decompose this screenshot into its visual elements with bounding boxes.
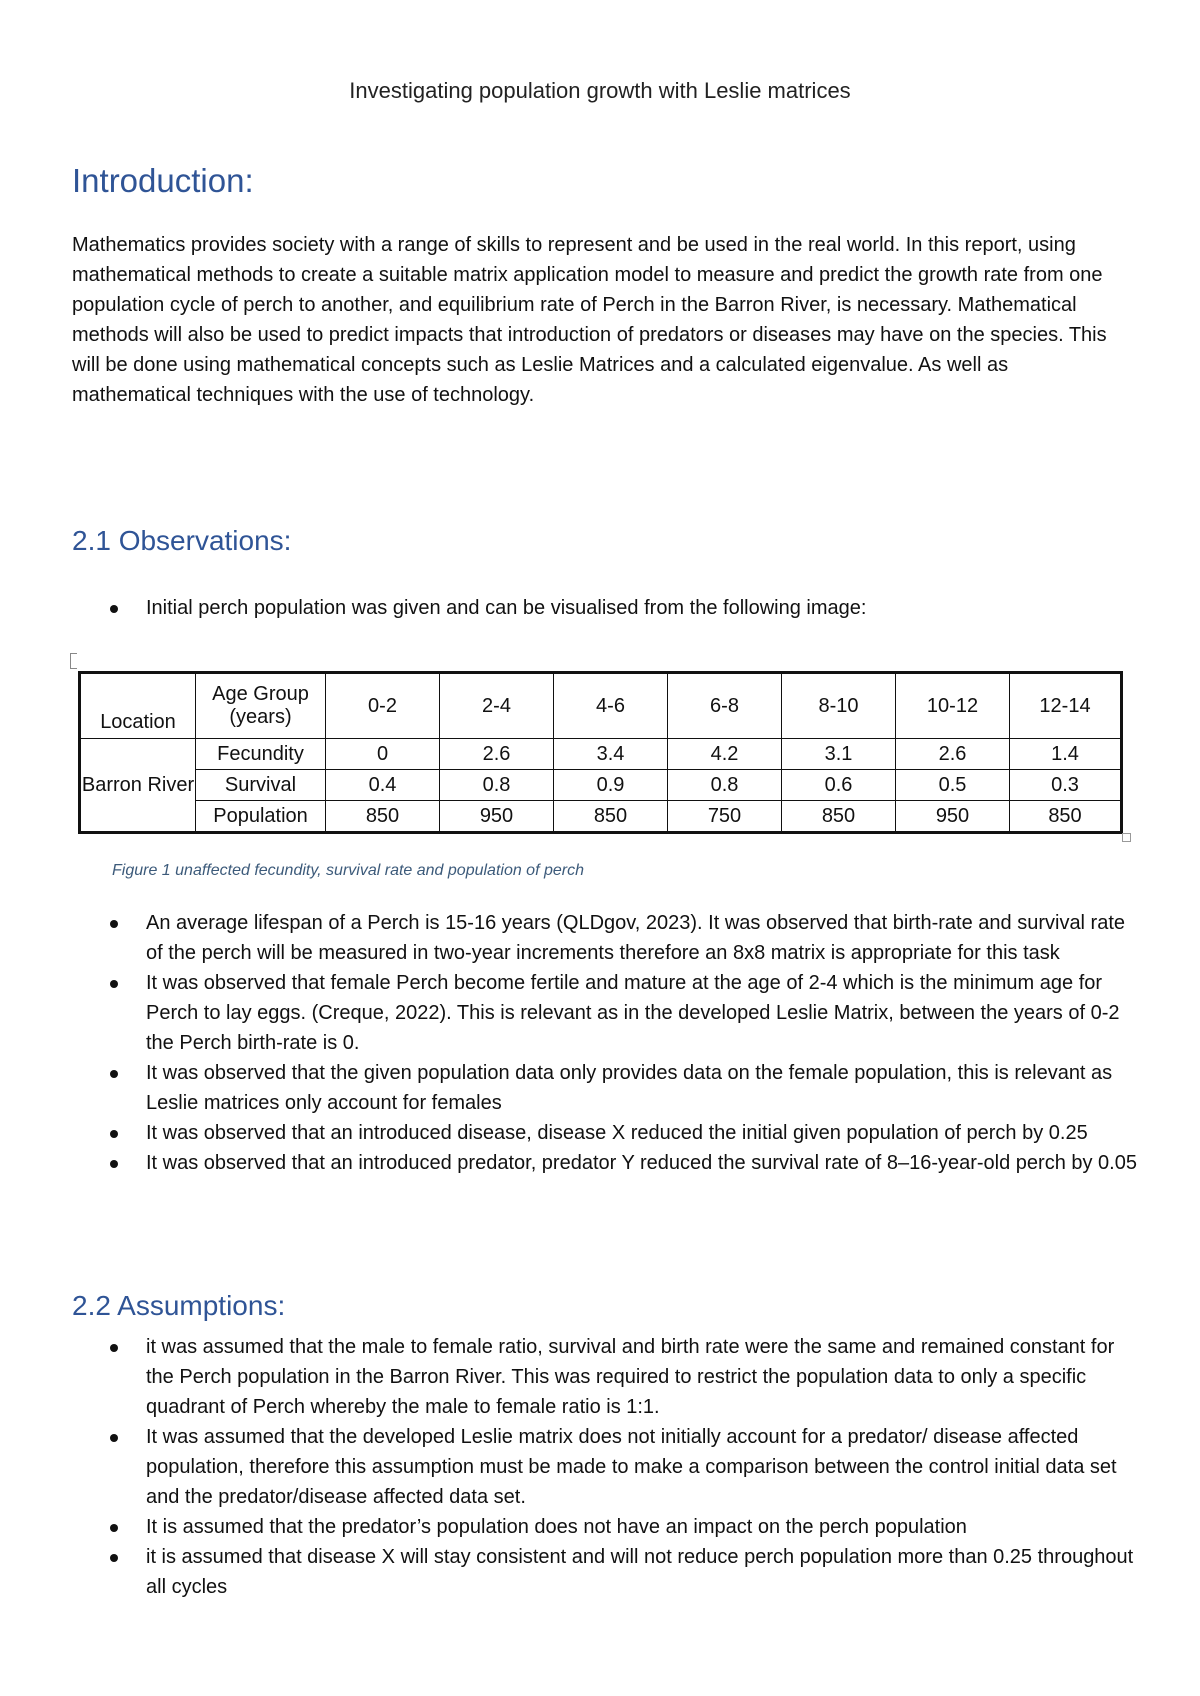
list-item: It is assumed that the predator’s population does not have an impact on the perch population [72,1512,1142,1542]
table-cell: 2.6 [896,739,1010,770]
list-item: It was observed that the given population data only provides data on the female population, this is relevant as Leslie matrices only account for females [72,1058,1142,1118]
observations-list [72,908,1142,1178]
table-cell: 3.1 [782,739,896,770]
list-item: It was assumed that the developed Leslie matrix does not initially account for a predator/ disease affected population, therefore this assumption must be made to make a comparison between the control initial data set and the predator/disease affected data set. [72,1422,1142,1512]
row-label-cell: Fecundity [196,739,326,770]
table-cell: 0 [326,739,440,770]
table-cell: 1.4 [1010,739,1122,770]
table-cell: 0.6 [782,770,896,801]
list-item: It was observed that an introduced predator, predator Y reduced the survival rate of 8–16-year-old perch by 0.05 [72,1148,1142,1178]
observations-intro-list [72,593,1142,623]
age-group-cell: 10-12 [896,673,1010,739]
list-item: Initial perch population was given and can be visualised from the following image: [72,593,1142,623]
list-item: An average lifespan of a Perch is 15-16 years (QLDgov, 2023). It was observed that birth-rate and survival rate of the perch will be measured in two-year increments therefore an 8x8 matrix is appropriate for this task [72,908,1142,968]
row-label-cell: Population [196,801,326,833]
table-row [80,739,1122,770]
table-cell: 850 [782,801,896,833]
age-group-header: Age Group (years) [196,673,326,739]
table-cell: 0.5 [896,770,1010,801]
table-cell: 850 [1010,801,1122,833]
age-group-cell: 12-14 [1010,673,1122,739]
table-row [80,770,1122,801]
age-group-cell: 2-4 [440,673,554,739]
observations-heading: 2.1 Observations: [72,525,292,556]
table-cell: 850 [554,801,668,833]
location-cell: Barron River [80,739,196,833]
table-row [80,801,1122,833]
table-cell: 0.8 [668,770,782,801]
table-cell: 750 [668,801,782,833]
age-group-cell: 0-2 [326,673,440,739]
age-group-cell: 4-6 [554,673,668,739]
assumptions-heading: 2.2 Assumptions: [72,1290,286,1321]
introduction-heading: Introduction: [72,162,254,199]
list-item: it is assumed that disease X will stay consistent and will not reduce perch population more than 0.25 throughout all cycles [72,1542,1142,1602]
age-group-cell: 6-8 [668,673,782,739]
table-cell: 3.4 [554,739,668,770]
table-resize-handle[interactable] [1122,833,1131,842]
table-cell: 950 [440,801,554,833]
location-header: Location [80,673,196,739]
table-header-row [80,673,1122,739]
list-item: it was assumed that the male to female ratio, survival and birth rate were the same and remained constant for the Perch population in the Barron River. This was required to restrict the population data to only a specific quadrant of Perch whereby the male to female ratio is 1:1. [72,1332,1142,1422]
list-item: It was observed that female Perch become fertile and mature at the age of 2-4 which is the minimum age for Perch to lay eggs. (Creque, 2022). This is relevant as in the developed Leslie Matrix, between the years of 0-2 the Perch birth-rate is 0. [72,968,1142,1058]
document-title: Investigating population growth with Leslie matrices [349,78,851,103]
figure-caption: Figure 1 unaffected fecundity, survival rate and population of perch [112,862,584,879]
table-cell: 0.3 [1010,770,1122,801]
table-cell: 4.2 [668,739,782,770]
table-cell: 950 [896,801,1010,833]
table-cell: 0.8 [440,770,554,801]
table-cell: 0.4 [326,770,440,801]
table-move-handle[interactable] [70,653,77,669]
perch-data-table [78,671,1123,834]
table-cell: 2.6 [440,739,554,770]
row-label-cell: Survival [196,770,326,801]
list-item: It was observed that an introduced disease, disease X reduced the initial given population of perch by 0.25 [72,1118,1142,1148]
perch-data-table-container [78,671,1120,834]
assumptions-list [72,1332,1142,1602]
table-cell: 0.9 [554,770,668,801]
introduction-paragraph: Mathematics provides society with a range of skills to represent and be used in the real world. In this report, using mathematical methods to create a suitable matrix application model to measure and predict the growth rate from one population cycle of perch to another, and equilibrium rate of Perch in the Barron River, is necessary. Mathematical methods will also be used to predict impacts that introduction of predators or diseases may have on the species. This will be done using mathematical concepts such as Leslie Matrices and a calculated eigenvalue. As well as mathematical techniques with the use of technology. [72,234,1107,406]
table-cell: 850 [326,801,440,833]
age-group-cell: 8-10 [782,673,896,739]
